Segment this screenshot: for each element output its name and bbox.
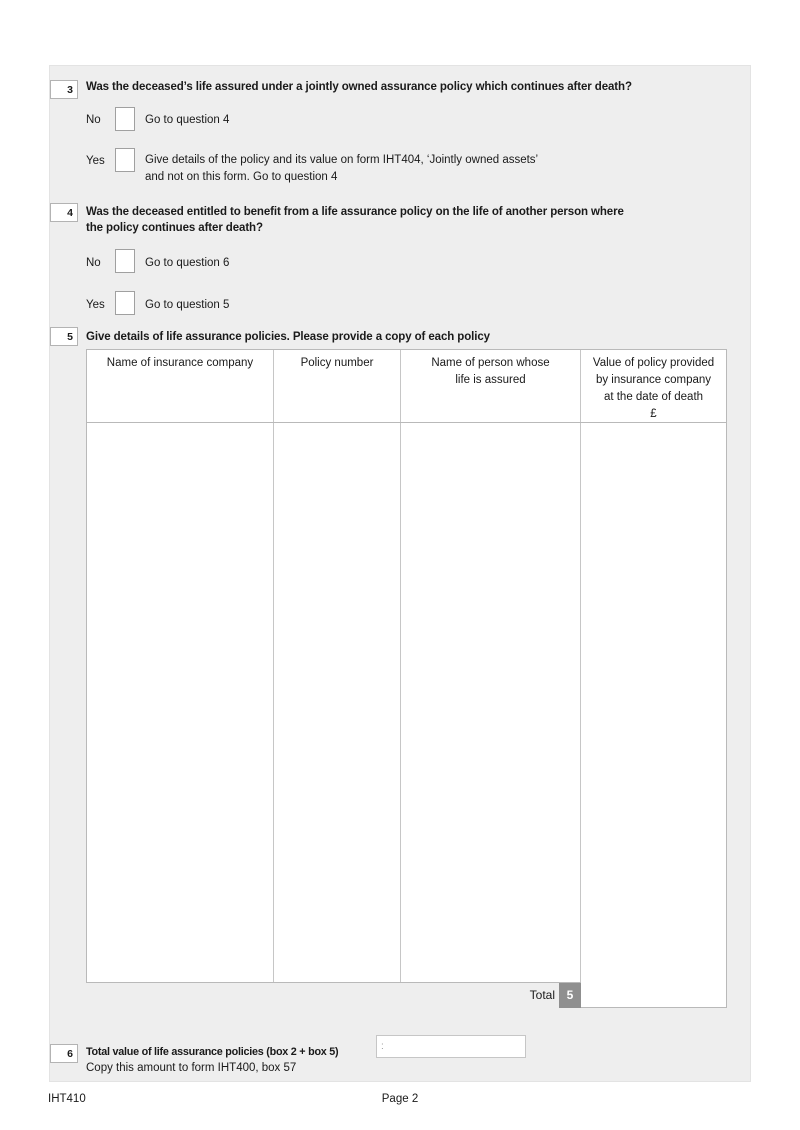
q3-yes-checkbox[interactable] <box>115 148 135 172</box>
q4-no-instruction: Go to question 6 <box>145 257 230 269</box>
header-policy-value-line3: at the date of death <box>603 391 704 403</box>
q4-yes-checkbox[interactable] <box>115 291 135 315</box>
q3-no-checkbox[interactable] <box>115 107 135 131</box>
question-6-text: Total value of life assurance policies (box 2 + box 5) <box>86 1046 339 1058</box>
question-3-number: 3 <box>50 80 78 99</box>
header-policy-value-line2: by insurance company <box>595 374 712 386</box>
page-number: Page 2 <box>381 1093 419 1105</box>
question-4-text-line1: Was the deceased entitled to benefit from a life assurance policy on the life of another person where <box>86 206 624 218</box>
header-person-assured <box>400 350 580 422</box>
q3-no-label: No <box>86 114 101 126</box>
table-header-row <box>87 350 726 423</box>
form-id: IHT410 <box>48 1093 86 1105</box>
header-insurance-company: Name of insurance company <box>106 357 254 369</box>
q4-no-checkbox[interactable] <box>115 249 135 273</box>
question-6-subtext: Copy this amount to form IHT400, box 57 <box>86 1062 297 1074</box>
total-value-input[interactable] <box>580 983 727 1008</box>
q6-total-value-input[interactable] <box>376 1035 526 1058</box>
question-4-number: 4 <box>50 203 78 222</box>
cell-policy-number[interactable] <box>273 423 400 983</box>
question-5-number: 5 <box>50 327 78 346</box>
header-policy-value-currency: £ <box>650 408 657 420</box>
q3-yes-label: Yes <box>86 155 105 167</box>
life-assurance-policies-table <box>86 349 727 983</box>
header-person-assured-line1: Name of person whose <box>431 357 550 369</box>
question-4-text-line2: the policy continues after death? <box>86 222 263 234</box>
total-label: Total <box>529 988 555 1002</box>
header-policy-number: Policy number <box>273 350 400 422</box>
q3-yes-instruction-line1: Give details of the policy and its value on form IHT404, ‘Jointly owned assets’ <box>145 154 539 166</box>
cell-insurance-company[interactable] <box>87 423 273 983</box>
question-4-text <box>86 204 686 236</box>
q3-yes-instruction-line2: and not on this form. Go to question 4 <box>145 171 338 183</box>
q3-yes-instruction <box>145 152 615 186</box>
header-policy-value-line1: Value of policy provided <box>592 357 715 369</box>
question-6-number: 6 <box>50 1044 78 1063</box>
table-body-row <box>87 423 726 983</box>
q6-field-marker: : <box>381 1041 384 1052</box>
q3-no-instruction: Go to question 4 <box>145 114 230 126</box>
table-bottom-border <box>86 982 581 983</box>
total-box-number-badge: 5 <box>559 983 581 1008</box>
q4-yes-label: Yes <box>86 299 105 311</box>
cell-policy-value[interactable] <box>580 423 726 983</box>
q4-no-label: No <box>86 257 101 269</box>
cell-person-assured[interactable] <box>400 423 580 983</box>
header-policy-value <box>580 350 726 422</box>
q4-yes-instruction: Go to question 5 <box>145 299 230 311</box>
question-3-text: Was the deceased’s life assured under a jointly owned assurance policy which continues after death? <box>86 81 632 93</box>
question-5-text: Give details of life assurance policies. Please provide a copy of each policy <box>86 331 490 343</box>
header-person-assured-line2: life is assured <box>455 374 526 386</box>
